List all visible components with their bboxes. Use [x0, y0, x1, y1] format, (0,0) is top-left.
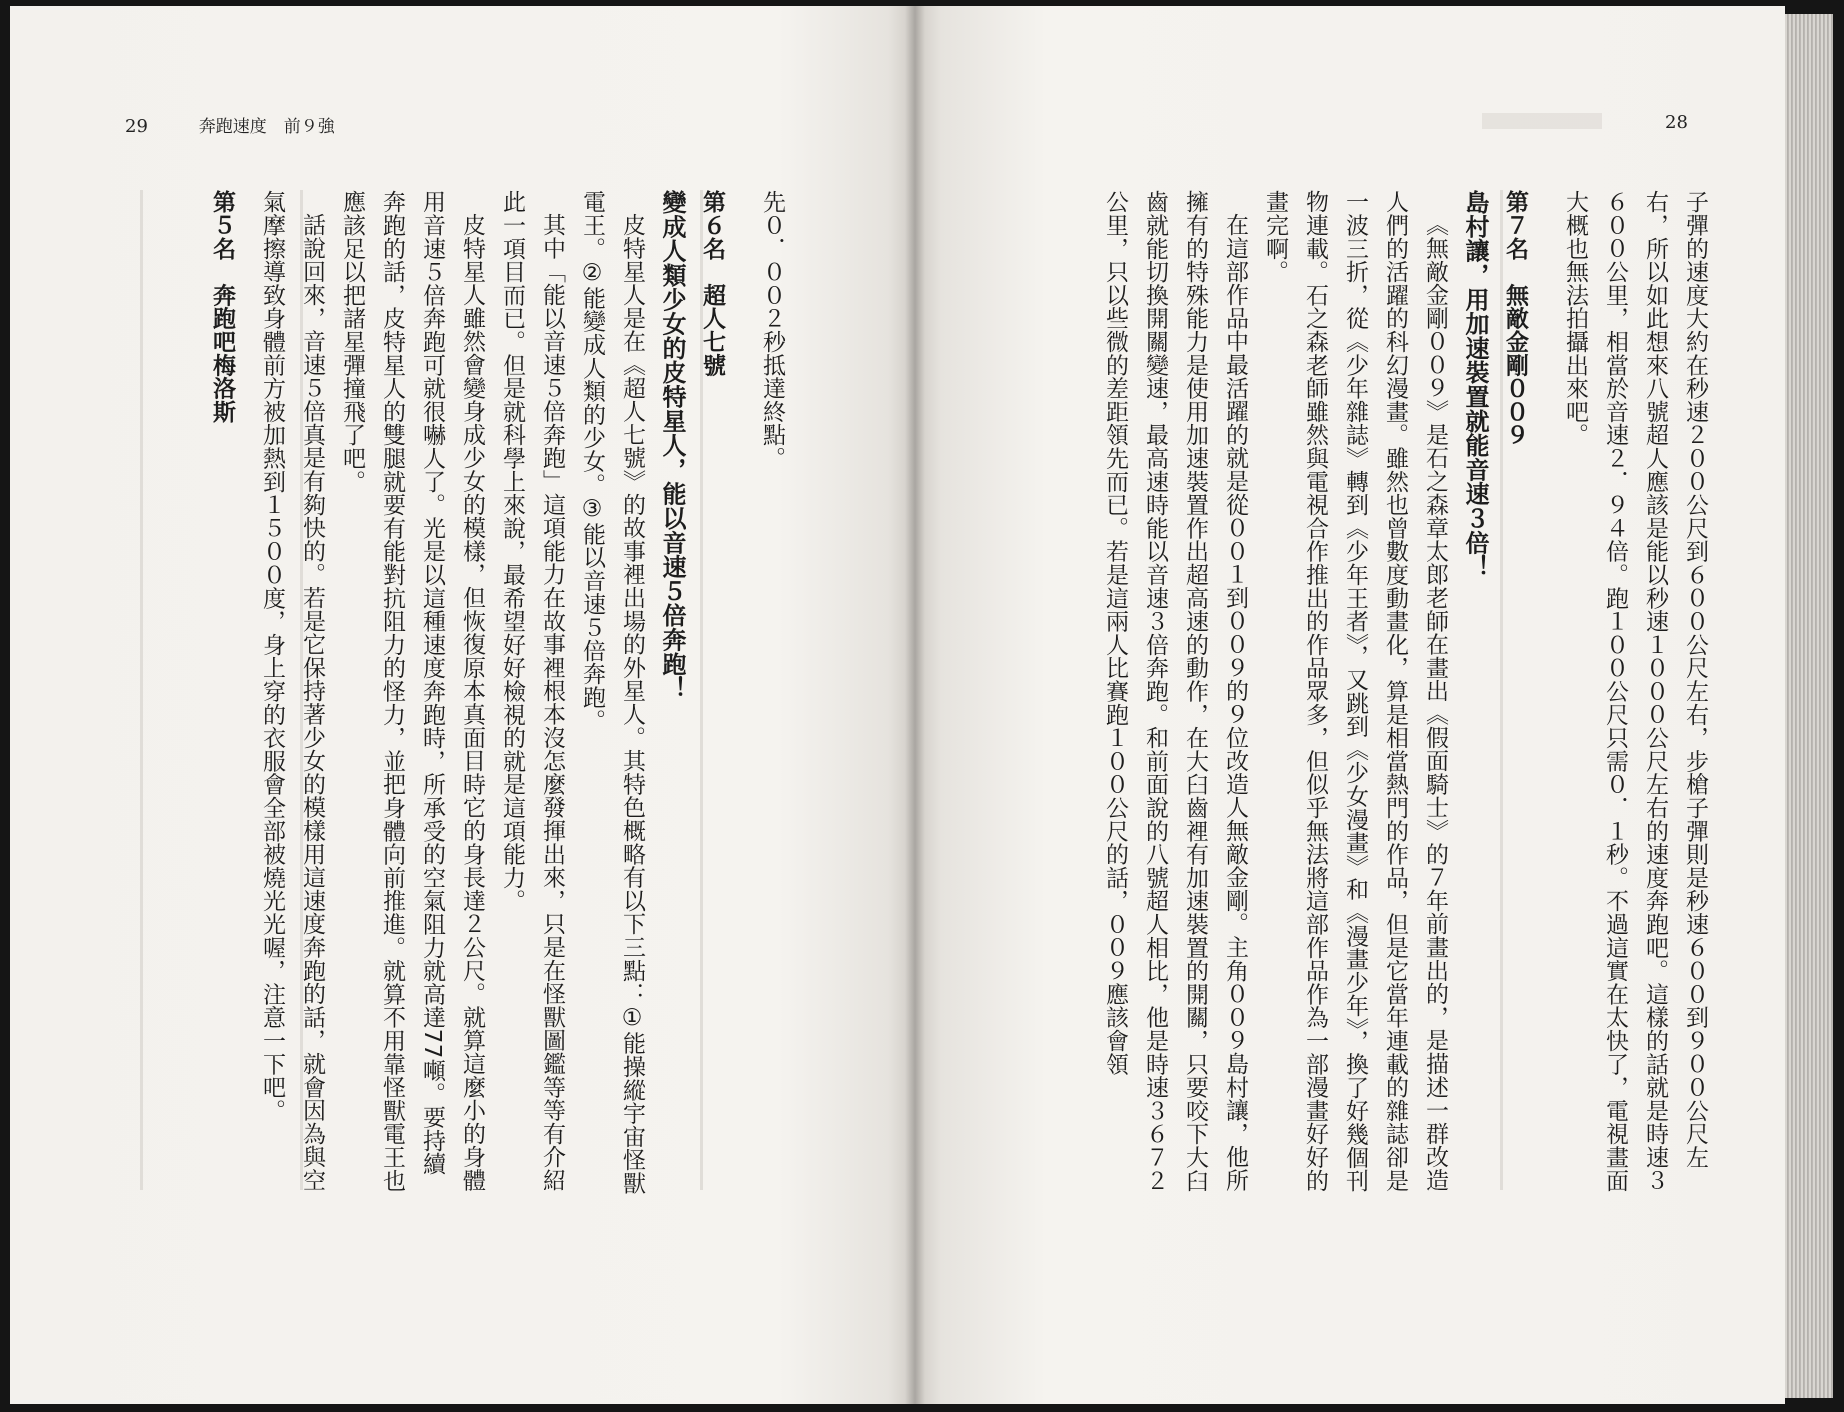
right-header-bleed [1482, 113, 1602, 129]
section-heading-rank: 第５名 奔跑吧梅洛斯 [209, 190, 235, 423]
paragraph: 子彈的速度大約在秒速２００公尺到６００公尺左右，步槍子彈則是秒速６００到９００公尺左右，所以如此想來八號超人應該是能以秒速１０００公尺左右的速度奔跑吧。這樣的話就是時速３６００公里，相當於音速２．９４倍。跑１００公尺只需０．１秒。不過這實在太快了，電視畫面大概也無法拍攝出來吧。 [1562, 190, 1708, 1192]
left-header [125, 112, 335, 137]
page-edges [1785, 14, 1833, 1398]
book-gutter [905, 6, 925, 1404]
paragraph: 皮特星人雖然會變身成少女的模樣，但恢復原本真面目時它的身長達２公尺。就算這麼小的身體用音速５倍奔跑可就很嚇人了。光是以這種速度奔跑時，所承受的空氣阻力就高達77噸。要持續奔跑的話，皮特星人的雙腿就要有能對抗阻力的怪力，並把身體向前推進。就算不用靠怪獸電王也應該足以把諸星彈撞飛了吧。 [339, 190, 485, 1192]
section-heading-rank: 第７名 無敵金剛００９ [1502, 190, 1528, 447]
left-body-text [112, 190, 792, 1195]
paragraph: 在這部作品中最活躍的就是從００１到００９的９位改造人無敵金剛。主角００９島村讓，他所擁有的特殊能力是使用加速裝置作出超高速的動作，在大臼齒裡有加速裝置的開關，只要咬下大臼齒就能切換開關變速，最高速時能以音速３倍奔跑。和前面說的八號超人相比，他是時速３６７２公里，只以些微的差距領先而已。若是這兩人比賽跑１００公尺的話，００９應該會領 [1102, 190, 1248, 1192]
paragraph: 先０．００２秒抵達終點。 [759, 190, 785, 470]
right-body-text [995, 190, 1715, 1195]
section-heading-title: 變成人類少女的皮特星人，能以音速５倍奔跑！ [658, 190, 686, 701]
section-heading-rank: 第６名 超人七號 [699, 190, 725, 377]
left-running-title: 奔跑速度 前９強 [198, 117, 335, 137]
right-page-number: 28 [1665, 112, 1688, 133]
right-header [1665, 112, 1688, 133]
paragraph: 話說回來，音速５倍真是有夠快的。若是它保持著少女的模樣用這速度奔跑的話，就會因為與空氣摩擦導致身體前方被加熱到１５００度，身上穿的衣服會全部被燒光光喔，注意一下吧。 [259, 190, 325, 1192]
section-heading-title: 島村讓，用加速裝置就能音速３倍！ [1461, 190, 1489, 579]
paragraph: 《無敵金剛００９》是石之森章太郎老師在畫出《假面騎士》的７年前畫出的，是描述一群改造人們的活躍的科幻漫畫。雖然也曾數度動畫化，算是相當熱門的作品，但是它當年連載的雜誌卻是一波三折，從《少年雜誌》轉到《少年王者》，又跳到《少女漫畫》和《漫畫少年》，換了好幾個刊物連載。石之森老師雖然與電視合作推出的作品眾多，但似乎無法將這部作品作為一部漫畫好好的畫完啊。 [1262, 190, 1448, 1193]
left-page-number: 29 [125, 116, 148, 137]
paragraph: 皮特星人是在《超人七號》的故事裡出場的外星人。其特色概略有以下三點：①能操縱宇宙怪獸電王。②能變成人類的少女。③能以音速５倍奔跑。 [579, 190, 645, 1195]
paragraph: 其中「能以音速５倍奔跑」這項能力在故事裡根本沒怎麼發揮出來，只是在怪獸圖鑑等等有介紹此一項目而已。但是就科學上來說，最希望好好檢視的就是這項能力。 [499, 190, 565, 1192]
